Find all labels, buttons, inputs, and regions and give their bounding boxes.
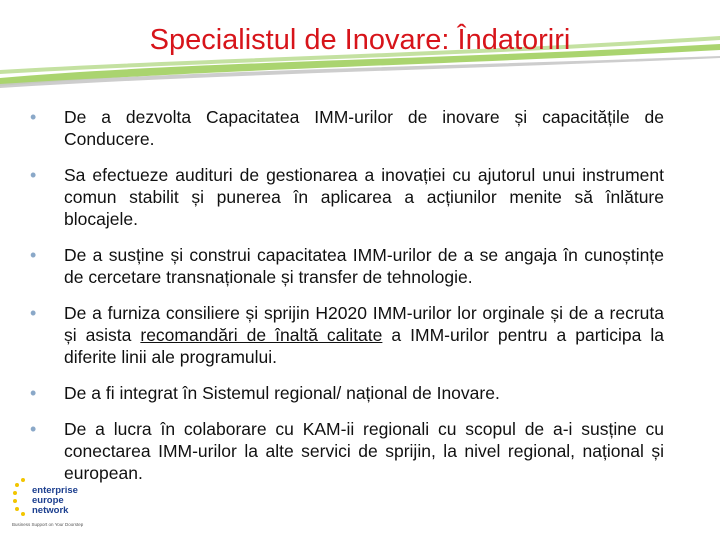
bullet-icon: • [30, 245, 37, 265]
bullet-item [30, 382, 664, 404]
bullet-item [30, 418, 664, 484]
underlined-phrase: recomandări de înaltă calitate [140, 325, 383, 345]
bullet-text: De a fi integrat în Sistemul regional/ național de Inovare. [64, 383, 500, 403]
logo-line2: europe [32, 495, 64, 506]
bullet-item [30, 164, 664, 230]
bullet-text: Sa efectueze audituri de gestionarea a inovației cu ajutorul unui instrument comun stabilit și punerea în aplicarea a acțiunilor menite să înlăture blocajele. [64, 165, 664, 229]
bullet-item [30, 244, 664, 288]
header-banner [0, 0, 720, 92]
star-circle-icon [12, 476, 34, 520]
logo-line1: enterprise [32, 485, 78, 496]
bullet-icon: • [30, 107, 37, 127]
bullet-text: De a susține și construi capacitatea IMM-urilor de a se angaja în cunoștințe de cercetare transnaționale și transfer de tehnologie. [64, 245, 664, 287]
bullet-icon: • [30, 383, 37, 403]
bullet-list [30, 106, 664, 498]
bullet-icon: • [30, 165, 37, 185]
logo-line3: network [32, 505, 69, 516]
enterprise-europe-network-logo [12, 476, 102, 532]
bullet-text: De a dezvolta Capacitatea IMM-urilor de inovare și capacitățile de Conducere. [64, 107, 664, 149]
logo-tagline: Business Support on Your Doorstep [12, 522, 84, 527]
bullet-item [30, 302, 664, 368]
logo-wordmark [32, 486, 78, 516]
bullet-item [30, 106, 664, 150]
bullet-text-post: a IMM-urilor pentru a participa la diferite linii ale programului. [64, 325, 665, 367]
bullet-text-pre: De a furniza consiliere și sprijin H2020 IMM-urilor lor orginale și de a recruta și asista [64, 303, 664, 345]
bullet-icon: • [30, 419, 37, 439]
slide-title: Specialistul de Inovare: Îndatoriri [149, 24, 571, 56]
bullet-icon: • [30, 303, 37, 323]
bullet-text: De a lucra în colaborare cu KAM-ii regionali cu scopul de a-i susține cu conectarea IMM-urilor la alte servici de sprijin, la nivel regional, național și european. [64, 419, 664, 483]
